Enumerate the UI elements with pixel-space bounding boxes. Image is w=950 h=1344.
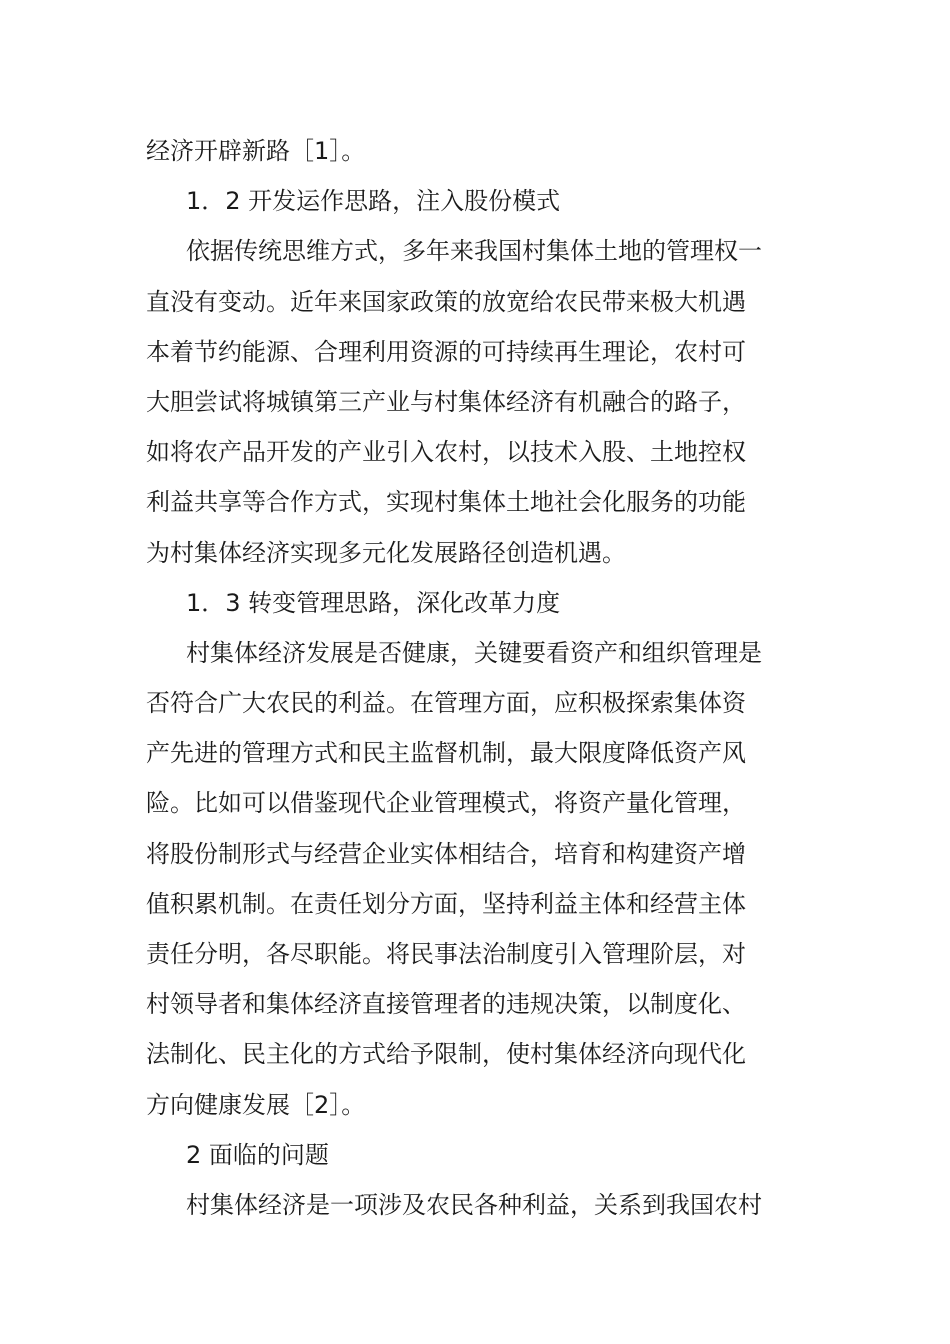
text-line: 村领导者和集体经济直接管理者的违规决策，以制度化、 bbox=[146, 990, 746, 1019]
text-line: 法制化、民主化的方式给予限制，使村集体经济向现代化 bbox=[146, 1040, 746, 1069]
text-line: 村集体经济发展是否健康，关键要看资产和组织管理是 bbox=[186, 638, 762, 667]
text-line: 方向健康发展［2］。 bbox=[146, 1090, 366, 1119]
text-line: 村集体经济是一项涉及农民各种利益，关系到我国农村 bbox=[186, 1190, 762, 1219]
text-line: 将股份制形式与经营企业实体相结合，培育和构建资产增 bbox=[146, 839, 746, 868]
text-line: 直没有变动。近年来国家政策的放宽给农民带来极大机遇 bbox=[146, 287, 746, 316]
text-line: 依据传统思维方式，多年来我国村集体土地的管理权一 bbox=[186, 237, 762, 266]
text-line: 如将农产品开发的产业引入农村，以技术入股、土地控权 bbox=[146, 438, 746, 467]
document-body bbox=[146, 126, 810, 1230]
text-line: 大胆尝试将城镇第三产业与村集体经济有机融合的路子， bbox=[146, 387, 746, 416]
text-line: 利益共享等合作方式，实现村集体土地社会化服务的功能 bbox=[146, 488, 746, 517]
section-heading-2: 2 面临的问题 bbox=[186, 1140, 329, 1169]
text-line: 本着节约能源、合理利用资源的可持续再生理论，农村可 bbox=[146, 337, 746, 366]
section-heading-1-2: 1．2 开发运作思路，注入股份模式 bbox=[186, 187, 561, 216]
section-heading-1-3: 1．3 转变管理思路，深化改革力度 bbox=[186, 588, 561, 617]
text-line: 责任分明，各尽职能。将民事法治制度引入管理阶层，对 bbox=[146, 940, 746, 968]
text-line: 值积累机制。在责任划分方面，坚持利益主体和经营主体 bbox=[146, 889, 746, 918]
text-line: 产先进的管理方式和民主监督机制，最大限度降低资产风 bbox=[146, 739, 746, 768]
text-line: 险。比如可以借鉴现代企业管理模式，将资产量化管理， bbox=[146, 789, 746, 818]
text-line: 为村集体经济实现多元化发展路径创造机遇。 bbox=[146, 538, 626, 567]
text-line-continuation: 经济开辟新路［1］。 bbox=[146, 137, 366, 165]
text-line: 否符合广大农民的利益。在管理方面，应积极探索集体资 bbox=[146, 689, 746, 718]
